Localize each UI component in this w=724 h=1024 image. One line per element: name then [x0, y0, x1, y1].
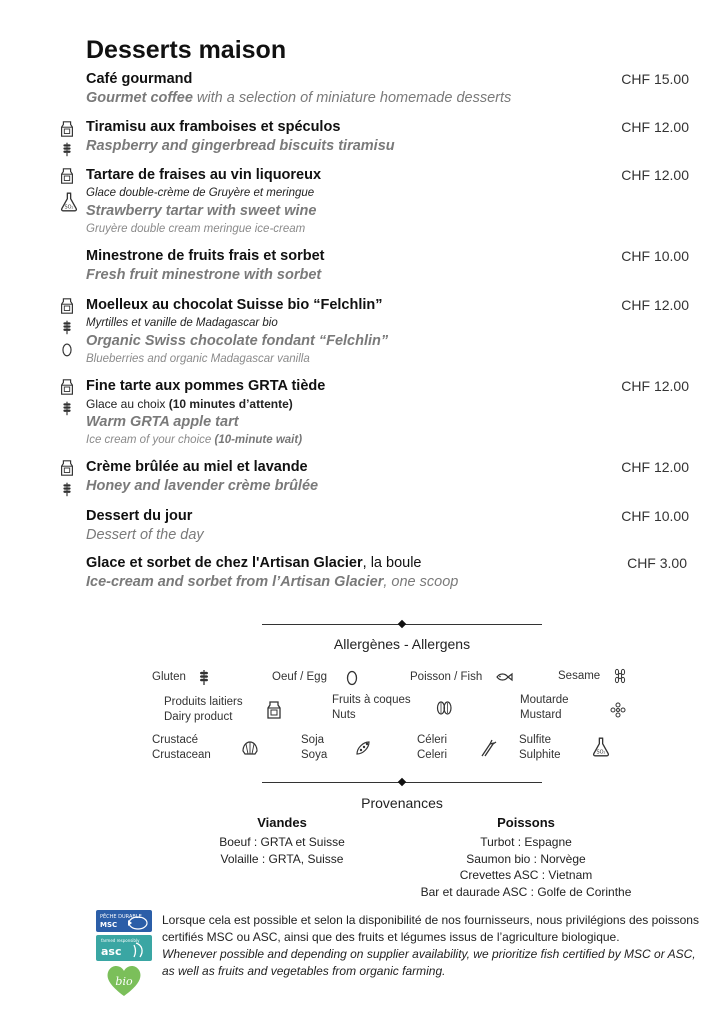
dairy-icon — [264, 700, 284, 720]
allergen-label-mustard-fr: Moutarde — [520, 694, 569, 706]
allergen-label-celery-en: Celeri — [417, 749, 448, 761]
allergen-label-celery-fr: Céleri — [417, 734, 448, 746]
sulphite-icon — [58, 190, 80, 214]
allergens-title: Allergènes - Allergens — [333, 636, 471, 652]
bio-logo — [105, 963, 143, 1002]
item-price: CHF 15.00 — [621, 71, 689, 87]
item-name-en: Warm GRTA apple tart — [86, 414, 239, 430]
crustacean-icon — [240, 738, 260, 758]
gluten-icon — [58, 318, 76, 336]
allergen-label-sulphite-en: Sulphite — [519, 749, 561, 761]
item-desc-en-a: Ice cream of your choice — [86, 434, 215, 446]
allergen-label-mustard-en: Mustard — [520, 709, 562, 721]
meat-title: Viandes — [257, 815, 307, 830]
allergen-label-nuts-fr: Fruits à coques — [332, 694, 411, 706]
allergen-label-sulphite-fr: Sulfite — [519, 734, 551, 746]
allergen-label-soy — [301, 733, 327, 763]
divider-ornament — [398, 778, 406, 786]
item-name-en: Raspberry and gingerbread biscuits tiramisu — [86, 138, 395, 154]
item-desc-fr — [86, 396, 696, 413]
item-name-fr: Café gourmand — [86, 71, 193, 87]
nuts-icon — [434, 698, 454, 718]
dairy-icon — [58, 459, 76, 477]
menu-item-tiramisu — [86, 118, 696, 156]
provenances-title: Provenances — [361, 795, 443, 811]
allergen-label-soy-fr: Soja — [301, 734, 325, 746]
fish-origin: Saumon bio : Norvège — [466, 851, 586, 866]
item-desc-en: Gruyère double cream meringue ice-cream — [86, 223, 306, 235]
item-name-fr: Tartare de fraises au vin liquoreux — [86, 167, 322, 183]
item-price: CHF 10.00 — [621, 508, 689, 524]
sourcing-note-fr: Lorsque cela est possible et selon la disponibilité de nos fournisseurs, nous privilégions des poissons certifiés MSC ou ASC, ainsi que des fruits et légumes issus de l’agriculture biologique. — [162, 913, 699, 944]
item-name-en-light: with a selection of miniature homemade desserts — [192, 90, 512, 106]
celery-icon — [477, 738, 497, 758]
allergen-label-crustacean — [152, 733, 211, 763]
allergen-label-crustacean-en: Crustacean — [152, 749, 211, 761]
fish-title: Poissons — [497, 815, 555, 830]
item-name-en: Organic Swiss chocolate fondant “Felchlin” — [86, 333, 389, 349]
item-desc-en-b: (10-minute wait) — [214, 434, 303, 446]
item-name-en-bold: Gourmet coffee — [86, 90, 193, 106]
allergen-label-celery — [417, 733, 447, 763]
allergen-label-egg: Oeuf / Egg — [272, 671, 327, 683]
gluten-icon — [194, 667, 214, 687]
asc-text: asc — [101, 945, 122, 958]
item-name-en: Strawberry tartar with sweet wine — [86, 203, 317, 219]
allergen-label-crustacean-fr: Crustacé — [152, 734, 199, 746]
menu-item-tarte-pommes — [86, 377, 696, 449]
menu-item-tartare-fraises — [86, 166, 696, 238]
item-price: CHF 12.00 — [621, 119, 689, 135]
item-name-fr: Crème brûlée au miel et lavande — [86, 459, 308, 475]
item-price: CHF 12.00 — [621, 297, 689, 313]
allergen-label-nuts — [332, 693, 411, 723]
item-name-fr: Dessert du jour — [86, 508, 193, 524]
gluten-icon — [58, 140, 76, 158]
egg-icon — [58, 340, 76, 358]
item-name-en — [86, 89, 696, 108]
item-desc-en: Blueberries and organic Madagascar vanilla — [86, 353, 310, 365]
asc-logo — [96, 935, 152, 966]
allergen-label-nuts-en: Nuts — [332, 709, 356, 721]
sulphite-icon — [590, 735, 612, 759]
egg-icon — [342, 667, 362, 687]
item-price: CHF 12.00 — [621, 459, 689, 475]
item-name-fr: Moelleux au chocolat Suisse bio “Felchlin” — [86, 297, 383, 313]
dairy-icon — [58, 297, 76, 315]
item-name-fr-bold: Glace et sorbet de chez l'Artisan Glacier — [86, 555, 363, 571]
allergen-label-dairy-en: Dairy product — [164, 711, 233, 723]
fish-origin: Crevettes ASC : Vietnam — [459, 868, 593, 882]
divider-ornament — [398, 620, 406, 628]
item-name-en: Honey and lavender crème brûlée — [86, 478, 319, 494]
allergen-label-sulphite — [519, 733, 561, 763]
menu-item-minestrone — [86, 247, 696, 285]
item-name-fr — [86, 554, 696, 573]
gluten-icon — [58, 480, 76, 498]
item-name-en-light: , one scoop — [383, 574, 459, 590]
item-name-fr-normal: , la boule — [362, 555, 422, 571]
gluten-icon — [58, 399, 76, 417]
fish-list — [404, 834, 648, 900]
sesame-icon — [610, 666, 630, 686]
dairy-icon — [58, 120, 76, 138]
item-desc-fr-b: (10 minutes d’attente) — [168, 397, 293, 411]
menu-item-creme-brulee — [86, 458, 696, 496]
item-name-en: Fresh fruit minestrone with sorbet — [86, 267, 322, 283]
msc-top-text: PÊCHE DURABLE — [100, 914, 142, 920]
allergen-label-soy-en: Soya — [301, 749, 328, 761]
item-price: CHF 12.00 — [621, 167, 689, 183]
allergen-label-fish: Poisson / Fish — [410, 671, 483, 683]
fish-icon — [494, 667, 514, 687]
dairy-icon — [58, 378, 76, 396]
item-price: CHF 10.00 — [621, 248, 689, 264]
fish-origin: Turbot : Espagne — [480, 835, 572, 849]
menu-item-moelleux — [86, 296, 696, 368]
item-name-en: Dessert of the day — [86, 527, 204, 543]
item-desc-en — [86, 432, 696, 449]
mustard-icon — [608, 700, 628, 720]
section-title: Desserts maison — [86, 36, 287, 64]
meat-origin: Volaille : GRTA, Suisse — [220, 851, 344, 866]
dairy-icon — [58, 167, 76, 185]
item-name-fr: Tiramisu aux framboises et spéculos — [86, 119, 341, 135]
asc-sub-text: farmed responsibly — [101, 938, 140, 943]
allergen-label-sesame: Sesame — [558, 670, 601, 682]
allergen-label-gluten: Gluten — [152, 671, 186, 683]
item-price: CHF 12.00 — [621, 378, 689, 394]
allergen-label-mustard — [520, 693, 569, 723]
meat-list — [190, 834, 374, 867]
item-name-en-bold: Ice-cream and sorbet from l’Artisan Glacier — [86, 574, 384, 590]
item-desc-fr: Glace double-crème de Gruyère et meringue — [86, 187, 315, 199]
bio-text: bio — [115, 975, 133, 988]
menu-item-dessert-du-jour — [86, 507, 696, 545]
msc-text: MSC — [100, 921, 118, 929]
sourcing-note — [162, 912, 702, 980]
item-name-en — [86, 573, 696, 592]
item-name-fr: Minestrone de fruits frais et sorbet — [86, 248, 325, 264]
menu-item-cafe-gourmand — [86, 70, 696, 108]
msc-logo — [96, 910, 152, 937]
item-desc-fr: Myrtilles et vanille de Madagascar bio — [86, 317, 278, 329]
soy-icon — [353, 738, 373, 758]
allergen-label-dairy-fr: Produits laitiers — [164, 696, 243, 708]
item-name-fr: Fine tarte aux pommes GRTA tiède — [86, 378, 326, 394]
item-price: CHF 3.00 — [627, 555, 687, 571]
meat-origin: Boeuf : GRTA et Suisse — [219, 835, 345, 849]
menu-item-glace — [86, 554, 696, 592]
fish-origin: Bar et daurade ASC : Golfe de Corinthe — [420, 884, 632, 899]
sourcing-note-en: Whenever possible and depending on supplier availability, we prioritize fish certified by MSC or ASC, as well as fruits and vegetables from organic farming. — [162, 947, 696, 978]
item-desc-fr-a: Glace au choix — [86, 397, 169, 411]
allergen-label-dairy — [164, 695, 243, 725]
